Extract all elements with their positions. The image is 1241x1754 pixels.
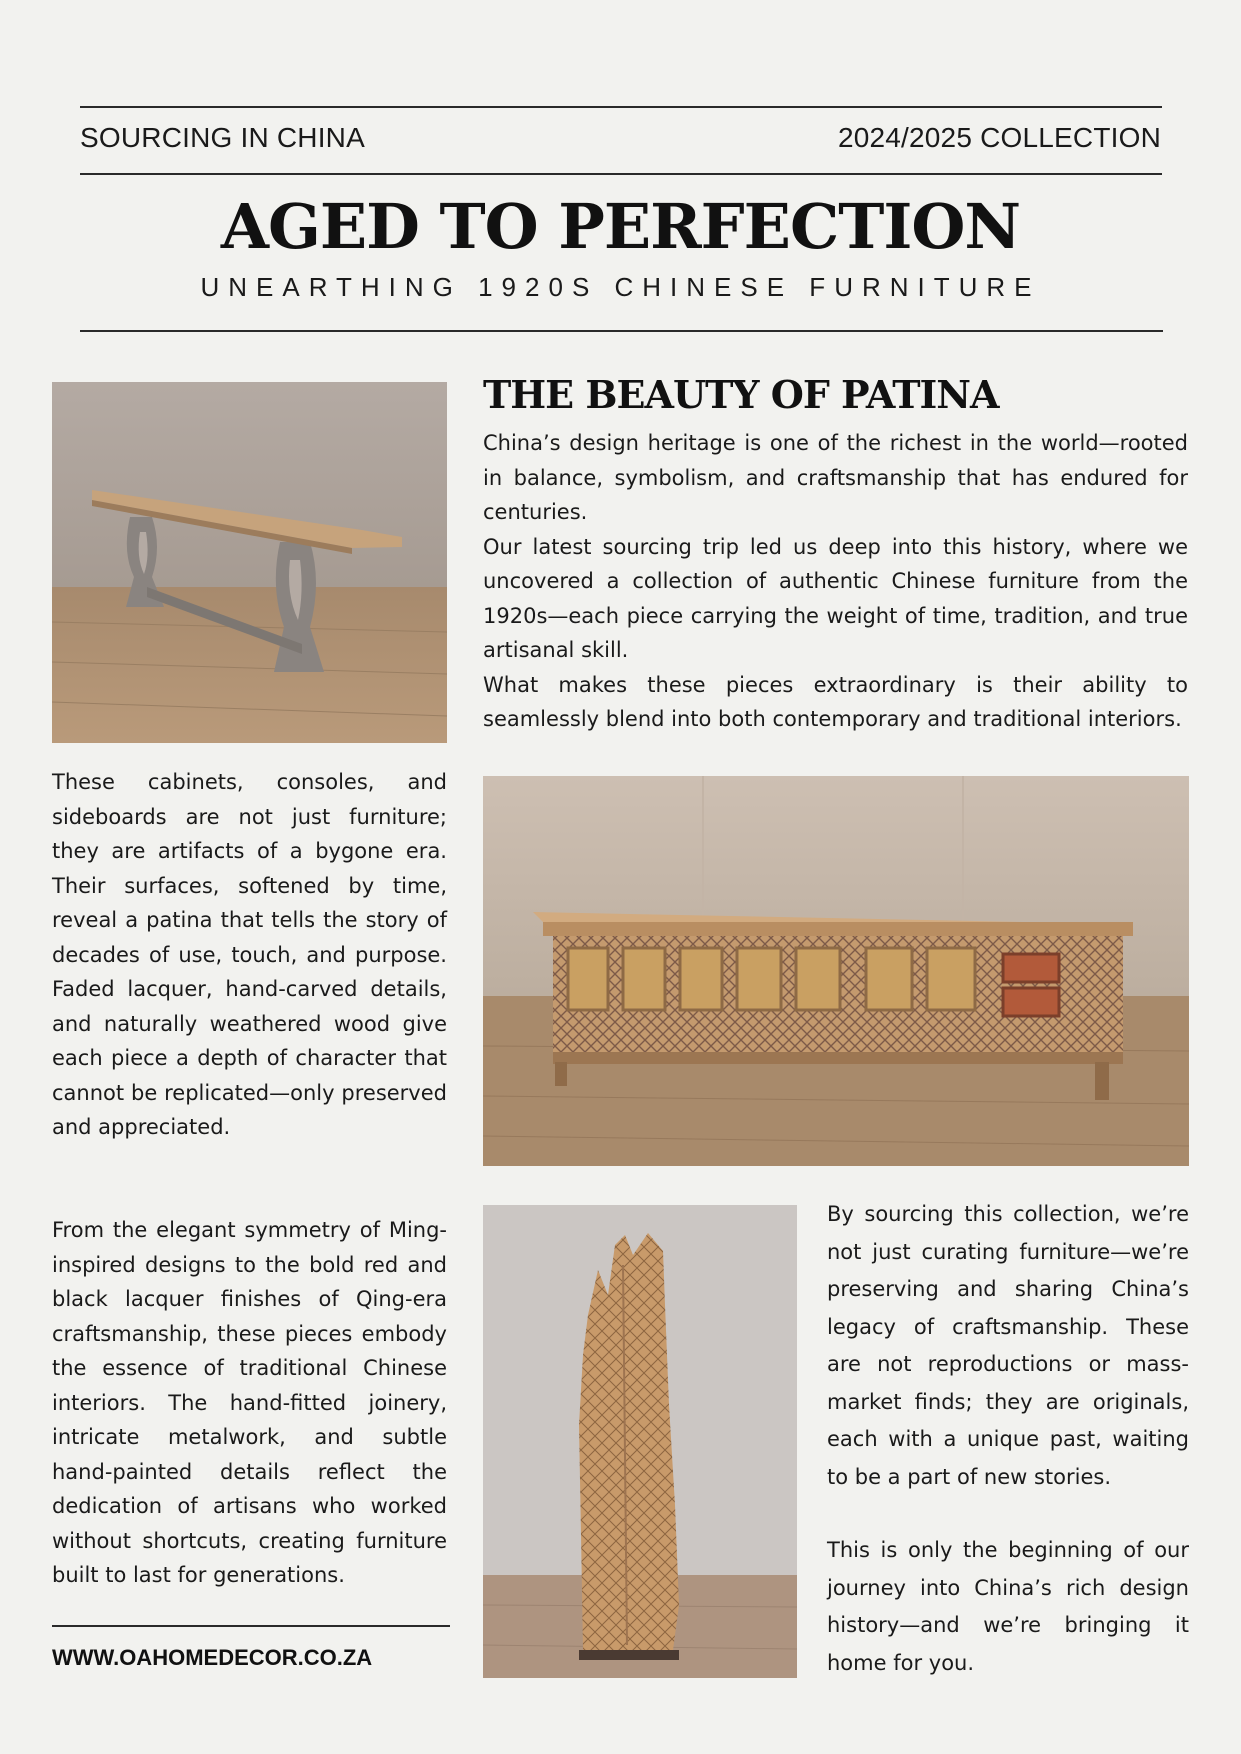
- carved-panel-photo: [483, 1205, 797, 1678]
- right-paragraph-1: By sourcing this collection, we’re not just curating furniture—we’re preserving and sharing China’s legacy of craftsmanship. These are not reproductions or mass-market finds; they are originals, each with a unique past, waiting to be a part of new stories.: [827, 1202, 1189, 1489]
- page-title: AGED TO PERFECTION: [220, 190, 1021, 263]
- footer-website-link[interactable]: WWW.OAHOMEDECOR.CO.ZA: [52, 1645, 373, 1670]
- section-heading: THE BEAUTY OF PATINA: [483, 372, 999, 417]
- page-subtitle: UNEARTHING 1920S CHINESE FURNITURE: [200, 272, 1041, 302]
- header-right-label: 2024/2025 COLLECTION: [837, 122, 1161, 153]
- intro-paragraph-3: What makes these pieces extraordinary is their ability to seamlessly blend into both contemporary and traditional interiors.: [483, 672, 1188, 731]
- right-paragraph-2: This is only the beginning of our journey into China’s rich design history—and we’re bringing it home for you.: [827, 1538, 1189, 1675]
- header-top-rule: [80, 106, 1162, 108]
- title-divider: [80, 330, 1163, 332]
- intro-paragraph-2: Our latest sourcing trip led us deep into this history, where we uncovered a collection of authentic Chinese furniture from the 1920s—each piece carrying the weight of time, tradition, and true artisanal skill.: [483, 534, 1188, 662]
- intro-paragraph-1: China’s design heritage is one of the richest in the world—rooted in balance, symbolism, and craftsmanship that has endured for centuries.: [483, 431, 1188, 524]
- footer-rule: [52, 1625, 450, 1627]
- sideboard-photo: [483, 776, 1189, 1166]
- intro-text: [483, 426, 1188, 737]
- left-paragraph-1: These cabinets, consoles, and sideboards are not just furniture; they are artifacts of a bygone era. Their surfaces, softened by time, reveal a patina that tells the story of decades of use, touch, and purpose. Faded lacquer, hand-carved details, and naturally weathered wood give each piece a depth of character that cannot be replicated—only preserved and appreciated.: [52, 770, 447, 1139]
- left-paragraph-2: From the elegant symmetry of Ming-inspired designs to the bold red and black lacquer finishes of Qing-era craftsmanship, these pieces embody the essence of traditional Chinese interiors. The hand-fitted joinery, intricate metalwork, and subtle hand-painted details reflect the dedication of artisans who worked without shortcuts, creating furniture built to last for generations.: [52, 1218, 447, 1587]
- header-left-label: SOURCING IN CHINA: [80, 122, 365, 153]
- bench-photo: [52, 382, 447, 743]
- header-bottom-rule: [80, 173, 1162, 175]
